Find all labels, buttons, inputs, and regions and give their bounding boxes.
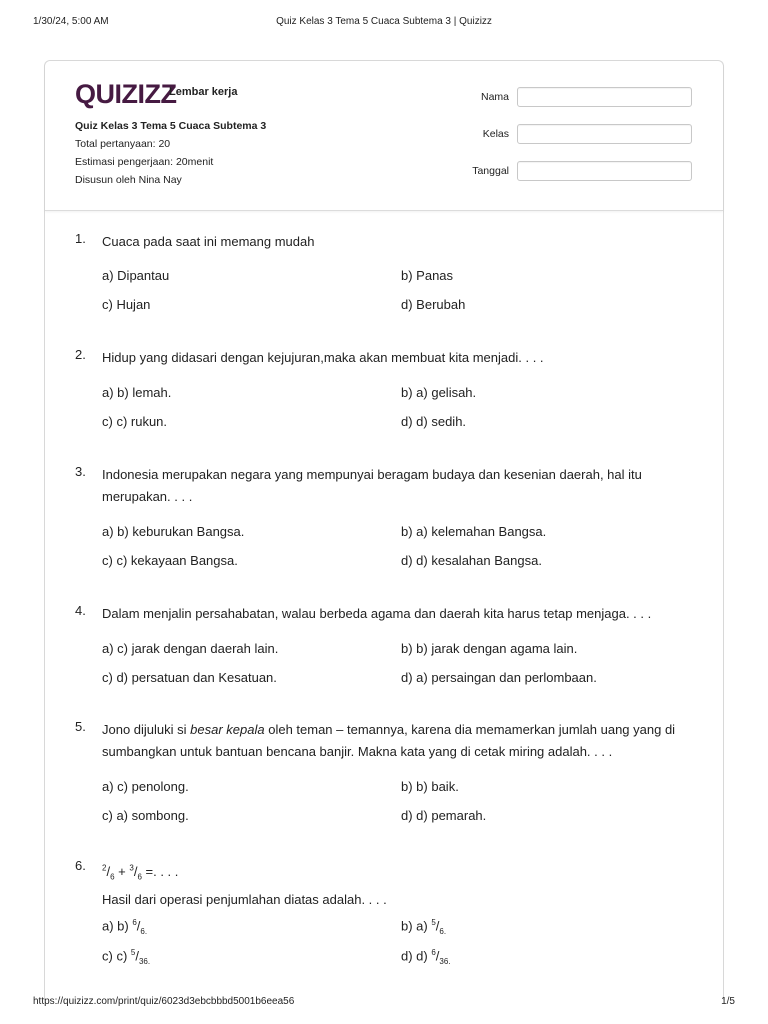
- question-line-2: Hasil dari operasi penjumlahan diatas adalah. . . .: [102, 891, 387, 907]
- sheet-type: Lembar kerja: [169, 86, 238, 98]
- date-field[interactable]: [517, 161, 692, 181]
- option-a: a) b) lemah.: [102, 385, 172, 400]
- page-number: 1/5: [721, 996, 735, 1007]
- option-c: c) c) rukun.: [102, 414, 168, 429]
- numerator: 2: [102, 864, 107, 873]
- option-b: b) a) gelisah.: [401, 385, 477, 400]
- option-b: b) Panas: [401, 268, 454, 283]
- option-d: d) a) persaingan dan perlombaan.: [401, 670, 597, 685]
- option-d: d) d) kesalahan Bangsa.: [401, 553, 542, 568]
- option-a: a) c) jarak dengan daerah lain.: [102, 641, 279, 656]
- question-text: Cuaca pada saat ini memang mudah: [102, 234, 315, 249]
- denominator: 36.: [138, 956, 151, 966]
- denominator: 6: [110, 872, 115, 882]
- quiz-title: Quiz Kelas 3 Tema 5 Cuaca Subtema 3: [75, 120, 267, 132]
- question-text: Indonesia merupakan negara yang mempunyai beragam budaya dan kesenian daerah, hal itu merupakan. . . .: [102, 467, 642, 504]
- numerator: 6: [132, 918, 137, 927]
- option-b: b) a) kelemahan Bangsa.: [401, 524, 547, 539]
- option-prefix: a) b): [102, 918, 133, 934]
- denominator: 6: [137, 872, 142, 882]
- option-d: d) d) sedih.: [401, 414, 467, 429]
- question-text: Dalam menjalin persahabatan, walau berbeda agama dan daerah kita harus tetap menjaga. . . .: [102, 606, 652, 621]
- numerator: 6: [431, 948, 436, 957]
- option-c: c) Hujan: [102, 297, 151, 312]
- class-field[interactable]: [517, 124, 692, 144]
- denominator: 36.: [439, 956, 451, 966]
- option-b: b) a) $^5/_{6.}$: [401, 918, 447, 936]
- numerator: 5: [431, 918, 436, 927]
- question-number: 3.: [75, 464, 86, 479]
- date-label: Tanggal: [472, 165, 509, 177]
- option-prefix: d) d): [401, 948, 432, 964]
- estimated-time: Estimasi pengerjaan: 20menit: [75, 156, 214, 168]
- print-datetime: 1/30/24, 5:00 AM: [33, 16, 109, 27]
- option-c: c) d) persatuan dan Kesatuan.: [102, 670, 277, 685]
- italic-phrase: besar kepala: [190, 722, 265, 737]
- denominator: 6.: [140, 926, 148, 936]
- class-label: Kelas: [482, 128, 509, 140]
- question-text: [102, 858, 702, 911]
- question-text: [102, 719, 697, 763]
- option-c: c) c) $^5/_{36.}$: [102, 948, 151, 966]
- option-a: a) c) penolong.: [102, 779, 189, 794]
- option-b: b) b) jarak dengan agama lain.: [401, 641, 578, 656]
- operator: +: [114, 864, 130, 880]
- question-number: 1.: [75, 231, 86, 246]
- option-a: a) b) $^6/_{6.}$: [102, 918, 148, 936]
- name-label: Nama: [480, 91, 509, 103]
- question-number: 5.: [75, 719, 86, 734]
- option-d: d) Berubah: [401, 297, 466, 312]
- print-title: Quiz Kelas 3 Tema 5 Cuaca Subtema 3 | Quizizz: [276, 16, 492, 27]
- name-field[interactable]: [517, 87, 692, 107]
- option-b: b) b) baik.: [401, 779, 459, 794]
- total-questions: Total pertanyaan: 20: [75, 138, 171, 150]
- question-number: 6.: [75, 858, 86, 873]
- text-part: oleh teman – temannya, karena dia memamerkan jumlah uang yang di sumbangkan untuk bantuan bencana banjir. Makna kata yang di cetak miring adalah. . . .: [102, 722, 676, 759]
- author: Disusun oleh Nina Nay: [75, 174, 182, 186]
- option-d: d) d) $^6/_{36.}$: [401, 948, 451, 966]
- question-text: Hidup yang didasari dengan kejujuran,maka akan membuat kita menjadi. . . .: [102, 350, 544, 365]
- option-c: c) c) kekayaan Bangsa.: [102, 553, 238, 568]
- fraction-expression: $^2/_6 + ^3/_6$ =. . . .: [102, 864, 179, 882]
- expression-tail: =. . . .: [141, 864, 179, 880]
- question-number: 4.: [75, 603, 86, 618]
- worksheet-header: [45, 61, 723, 211]
- denominator: 6.: [439, 926, 447, 936]
- option-prefix: b) a): [401, 918, 432, 934]
- question-number: 2.: [75, 347, 86, 362]
- option-d: d) d) pemarah.: [401, 808, 487, 823]
- option-prefix: c) c): [102, 948, 131, 964]
- option-a: a) Dipantau: [102, 268, 170, 283]
- option-a: a) b) keburukan Bangsa.: [102, 524, 245, 539]
- numerator: 5: [130, 948, 136, 957]
- option-c: c) a) sombong.: [102, 808, 189, 823]
- print-url: https://quizizz.com/print/quiz/6023d3ebcbbbd5001b6eea56: [33, 996, 295, 1007]
- numerator: 3: [129, 864, 134, 873]
- quizizz-logo: QUIZIZZ: [75, 79, 177, 109]
- text-part: Jono dijuluki si: [102, 722, 191, 737]
